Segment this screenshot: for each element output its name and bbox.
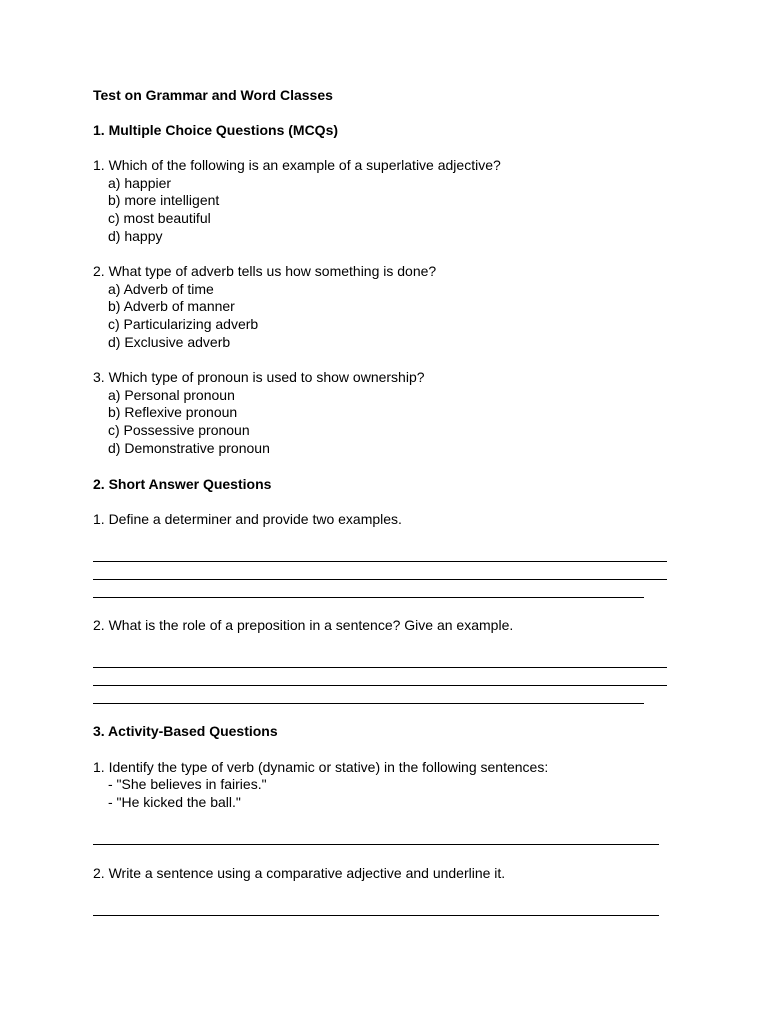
answer-line [93, 685, 667, 686]
short-answer-question-1: 1. Define a determiner and provide two examples. [93, 511, 402, 527]
section-heading-short-answer: 2. Short Answer Questions [93, 476, 272, 492]
mcq-q2-option-b: b) Adverb of manner [108, 298, 235, 314]
mcq-q1-option-a: a) happier [108, 175, 172, 191]
answer-line [93, 561, 667, 562]
answer-line [93, 703, 644, 704]
activity-question-1: 1. Identify the type of verb (dynamic or stative) in the following sentences: [93, 759, 549, 775]
section-heading-activity: 3. Activity-Based Questions [93, 723, 278, 739]
mcq-q3-option-c: c) Possessive pronoun [108, 422, 250, 438]
mcq-q2-option-a: a) Adverb of time [108, 281, 214, 297]
answer-line [93, 844, 659, 845]
mcq-q2-option-c: c) Particularizing adverb [108, 316, 259, 332]
mcq-q1-option-b: b) more intelligent [108, 192, 220, 208]
answer-line [93, 579, 667, 580]
mcq-q1-option-d: d) happy [108, 228, 163, 244]
mcq-q2-option-d: d) Exclusive adverb [108, 334, 231, 350]
activity-q1-sentence-2: - "He kicked the ball." [108, 794, 241, 810]
section-heading-mcq: 1. Multiple Choice Questions (MCQs) [93, 122, 339, 138]
mcq-q3-option-d: d) Demonstrative pronoun [108, 440, 270, 456]
page-title: Test on Grammar and Word Classes [93, 87, 333, 103]
mcq-q1-option-c: c) most beautiful [108, 210, 211, 226]
answer-line [93, 915, 659, 916]
mcq-q3-option-b: b) Reflexive pronoun [108, 404, 238, 420]
mcq-question-1: 1. Which of the following is an example of a superlative adjective? [93, 157, 501, 173]
activity-question-2: 2. Write a sentence using a comparative adjective and underline it. [93, 865, 506, 881]
mcq-question-2: 2. What type of adverb tells us how something is done? [93, 263, 437, 279]
activity-q1-sentence-1: - "She believes in fairies." [108, 776, 267, 792]
mcq-question-3: 3. Which type of pronoun is used to show ownership? [93, 369, 425, 385]
mcq-q3-option-a: a) Personal pronoun [108, 387, 235, 403]
answer-line [93, 667, 667, 668]
answer-line [93, 597, 644, 598]
short-answer-question-2: 2. What is the role of a preposition in a sentence? Give an example. [93, 617, 514, 633]
